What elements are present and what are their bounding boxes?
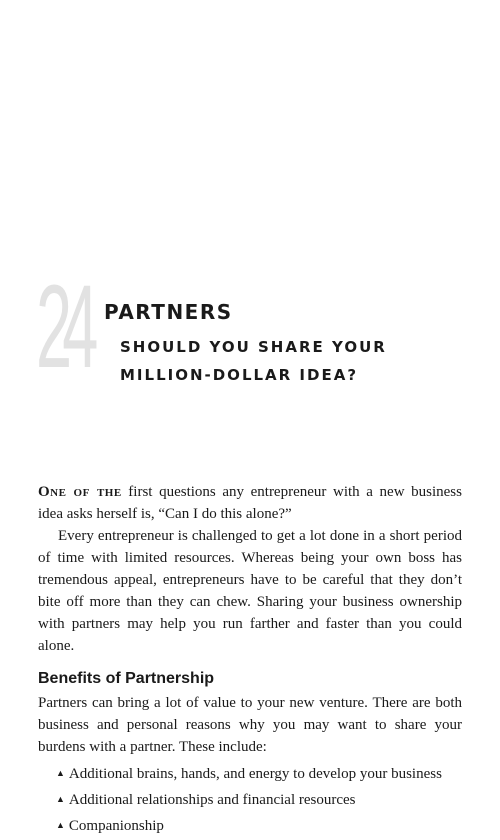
section-paragraph: Partners can bring a lot of value to your new venture. There are both business and personal reasons why you may want to share your burdens with a partner. These include: <box>38 695 462 755</box>
list-item-text: Companionship <box>68 818 164 834</box>
list-item-text: Additional brains, hands, and energy to develop your business <box>68 766 442 782</box>
chapter-subtitle <box>120 333 387 389</box>
list-item <box>56 788 462 811</box>
chapter-title: PARTNERS <box>104 300 233 324</box>
section-heading: Benefits of Partnership <box>38 670 215 687</box>
intro-text: first questions any entrepreneur with a new business idea asks herself is, “Can I do this alone?” <box>38 484 462 522</box>
chapter-subtitle-line-2: MILLION-DOLLAR IDEA? <box>120 366 359 384</box>
intro-paragraph <box>38 481 462 525</box>
list-item <box>56 814 462 837</box>
triangle-up-icon: ▲ <box>56 820 65 830</box>
paragraph-2: Every entrepreneur is challenged to get a lot done in a short period of time with limited resources. Whereas being your own boss has tremendous appeal, entrepreneurs have to be careful that they don’t bite off more than they can chew. Sharing your business ownership with partners may help you run farther and faster than you could alone. <box>38 528 462 654</box>
triangle-up-icon: ▲ <box>56 794 65 804</box>
chapter-subtitle-line-1: SHOULD YOU SHARE YOUR <box>120 338 387 356</box>
body-text <box>38 481 462 840</box>
chapter-number: 24 <box>36 261 89 393</box>
list-item-text: Additional relationships and financial resources <box>68 792 356 808</box>
list-item <box>56 762 462 785</box>
benefits-list <box>38 762 462 837</box>
intro-lead-in: One of the <box>38 484 122 500</box>
triangle-up-icon: ▲ <box>56 768 65 778</box>
